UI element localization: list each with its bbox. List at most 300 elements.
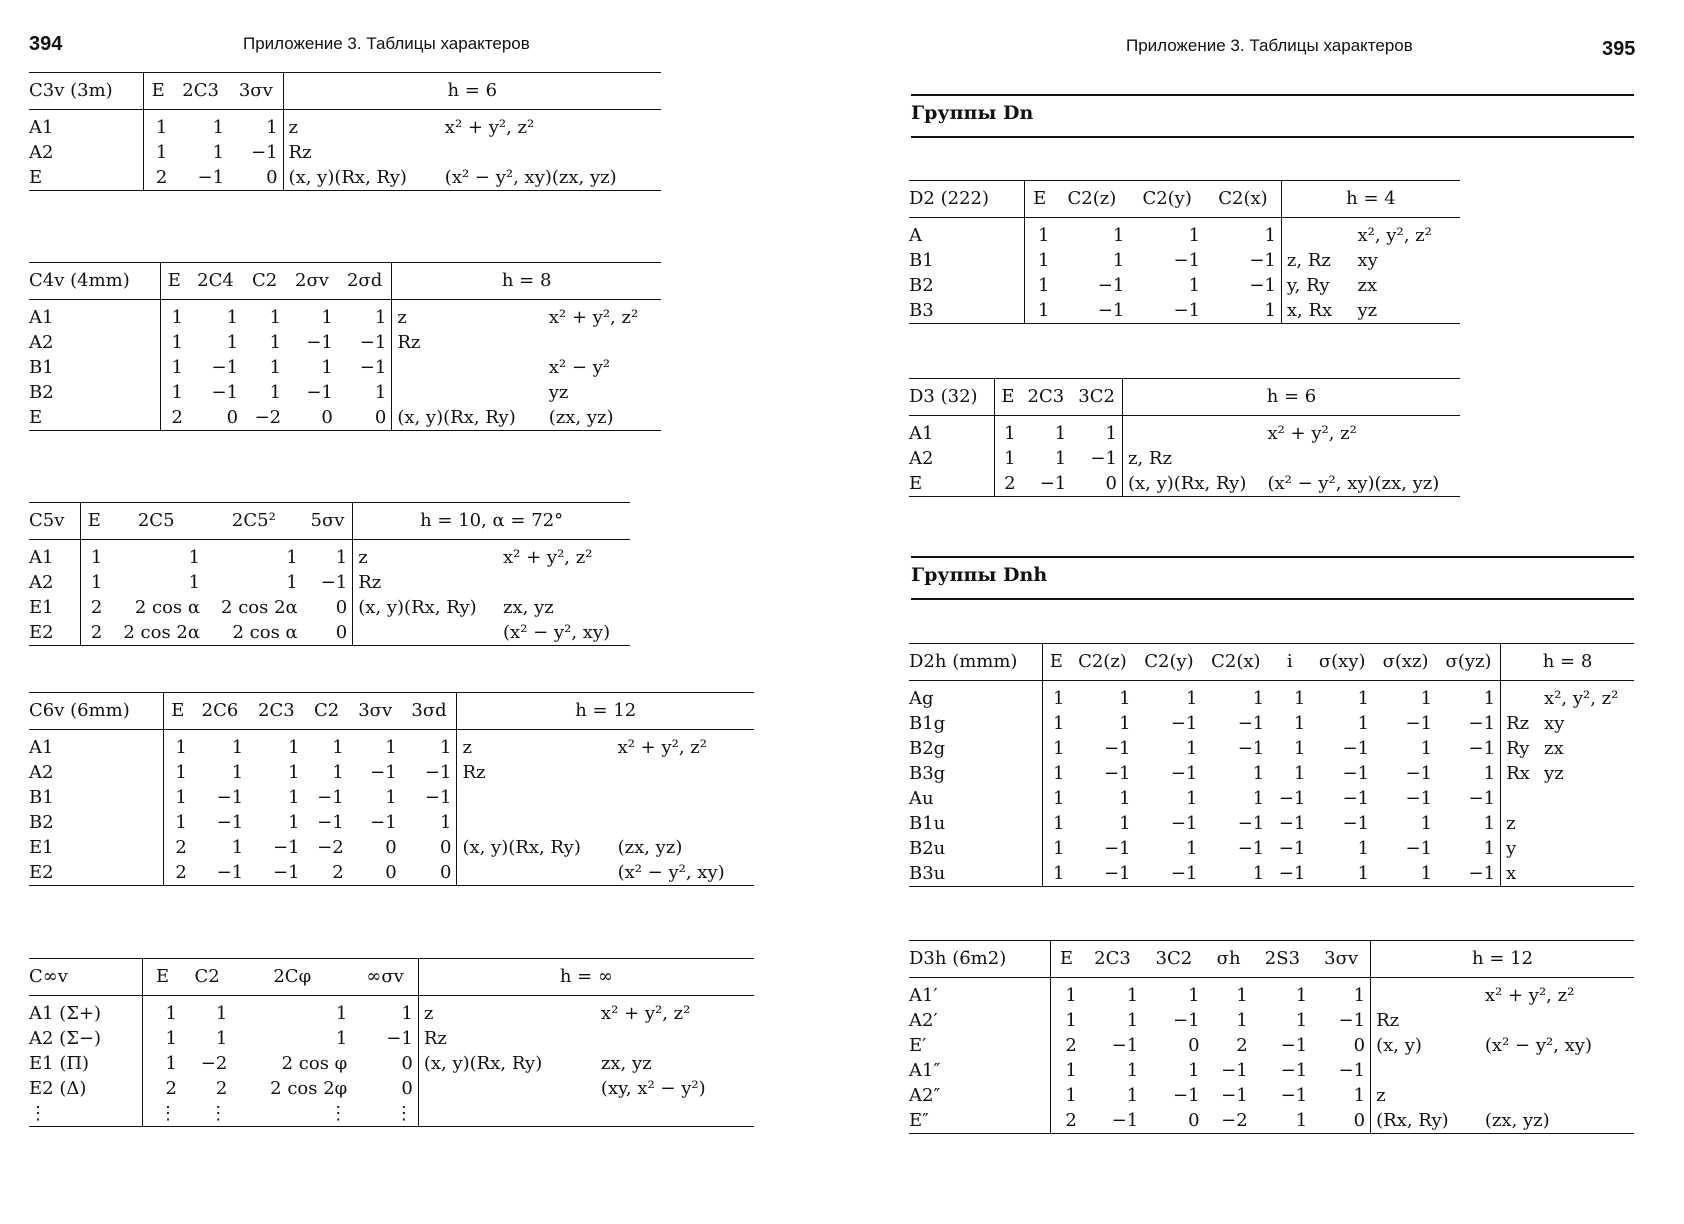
linear-basis: y, Ry — [1281, 273, 1352, 298]
character-value: 1 — [165, 1003, 177, 1024]
character-value: 1 — [1293, 763, 1306, 784]
irrep-label: B1 — [909, 248, 1024, 273]
table-row — [909, 1083, 1634, 1108]
character-value: 1 — [374, 307, 387, 328]
linear-basis: z — [392, 300, 544, 331]
linear-basis — [457, 810, 613, 835]
linear-basis: (x, y)(Rx, Ry) — [457, 835, 613, 860]
character-value: 1 — [1065, 985, 1077, 1006]
class-header: 2σd — [338, 263, 392, 300]
quadratic-basis: (xy, x² − y²) — [600, 1078, 706, 1099]
class-header: 2C3 — [172, 73, 229, 110]
character-value: 1 — [1264, 225, 1276, 246]
character-value: 0 — [226, 407, 239, 428]
character-value: 0 — [1353, 1035, 1366, 1056]
class-header: C2(y) — [1136, 644, 1203, 681]
character-value: 1 — [1119, 688, 1131, 709]
irrep-label: A1 (Σ+) — [29, 996, 143, 1027]
linear-basis — [1371, 1058, 1480, 1083]
character-value: 1 — [1353, 1085, 1366, 1106]
character-value: −1 — [1170, 713, 1198, 734]
class-header: σ(xy) — [1310, 644, 1374, 681]
character-value: −1 — [273, 862, 300, 883]
linear-basis — [1371, 978, 1480, 1009]
linear-basis: (x, y)(Rx, Ry) — [392, 405, 544, 431]
character-value: −1 — [1097, 275, 1125, 296]
character-value: −1 — [370, 812, 397, 833]
character-value: −1 — [359, 357, 387, 378]
character-value: 1 — [288, 812, 300, 833]
class-header: i — [1269, 644, 1310, 681]
table-row — [29, 140, 661, 165]
table-row — [909, 711, 1634, 736]
character-value: 1 — [266, 117, 278, 138]
character-value: −1 — [1342, 813, 1370, 834]
quadratic-basis — [613, 760, 754, 785]
character-value: 2 — [215, 1078, 228, 1099]
character-value: 2 — [155, 167, 168, 188]
character-value: 1 — [401, 1003, 413, 1024]
character-value: 1 — [374, 382, 387, 403]
irrep-label: Au — [909, 786, 1043, 811]
character-value: 1 — [1112, 250, 1125, 271]
table-row — [909, 786, 1634, 811]
class-header: 2σv — [286, 263, 338, 300]
quadratic-basis — [596, 1101, 754, 1127]
character-value: 2 — [1236, 1035, 1248, 1056]
character-value: 2 cos φ — [281, 1053, 348, 1074]
character-value: 1 — [1052, 713, 1065, 734]
irrep-label: E″ — [909, 1108, 1051, 1134]
character-value: −1 — [370, 762, 397, 783]
character-value: −1 — [1173, 300, 1201, 321]
table-row — [909, 736, 1634, 761]
linear-basis: (x, y)(Rx, Ry) — [418, 1051, 596, 1076]
character-value: −1 — [424, 787, 452, 808]
table-row — [29, 165, 661, 191]
quadratic-basis: (x² − y², xy) — [503, 622, 611, 643]
quadratic-basis — [1480, 1083, 1634, 1108]
class-header: 5σv — [303, 503, 353, 540]
irrep-label: A2 — [29, 570, 81, 595]
table-row — [29, 1101, 754, 1127]
character-value: 1 — [335, 1003, 348, 1024]
class-header: 2C5² — [205, 503, 303, 540]
character-value: 1 — [1188, 225, 1201, 246]
character-table-d3 — [909, 378, 1460, 497]
character-value: −1 — [1280, 1035, 1308, 1056]
running-header-left: Приложение 3. Таблицы характеров — [243, 34, 530, 53]
character-value: −1 — [251, 142, 278, 163]
character-table-c3v — [29, 72, 661, 191]
character-value: 0 — [335, 622, 348, 643]
linear-basis — [418, 1101, 596, 1127]
character-value: 1 — [175, 737, 187, 758]
group-symbol: D2h (mmm) — [909, 644, 1043, 681]
character-value: 1 — [1119, 813, 1131, 834]
irrep-label: ⋮ — [29, 1101, 143, 1127]
character-value: 0 — [439, 837, 452, 858]
character-value: 2 — [332, 862, 344, 883]
character-value: 1 — [1037, 300, 1050, 321]
table-row — [29, 835, 754, 860]
class-header: 3σv — [229, 73, 283, 110]
linear-basis: Rx — [1501, 761, 1539, 786]
character-value: 1 — [175, 812, 187, 833]
character-value: −1 — [1103, 738, 1131, 759]
quadratic-basis: x² + y², z² — [1484, 985, 1575, 1006]
quadratic-basis: x² + y², z² — [444, 117, 535, 138]
character-value: 1 — [321, 357, 333, 378]
table-row — [909, 1033, 1634, 1058]
character-value: 1 — [1295, 985, 1308, 1006]
quadratic-basis: zx — [1357, 275, 1378, 296]
character-value: 1 — [1004, 448, 1016, 469]
linear-basis: Rz — [392, 330, 544, 355]
table-row — [29, 810, 754, 835]
quadratic-basis: zx — [1544, 738, 1564, 759]
character-value: −2 — [317, 837, 344, 858]
group-order: h = ∞ — [418, 959, 754, 996]
character-value: 0 — [1353, 1110, 1366, 1131]
character-value: 1 — [231, 837, 244, 858]
character-value: 2 — [175, 862, 187, 883]
irrep-label: E2 — [29, 620, 81, 646]
linear-basis: (x, y) — [1371, 1033, 1480, 1058]
character-value: 1 — [231, 762, 244, 783]
character-value: 1 — [1052, 788, 1065, 809]
group-order: h = 8 — [1501, 644, 1634, 681]
table-row — [29, 620, 630, 646]
character-value: 1 — [215, 1028, 228, 1049]
character-value: −1 — [1039, 473, 1067, 494]
class-header: E — [1043, 644, 1070, 681]
class-header: C2 — [182, 959, 232, 996]
character-value: 1 — [1052, 688, 1065, 709]
character-value: −1 — [1278, 863, 1306, 884]
character-value: −1 — [317, 812, 344, 833]
character-value: 1 — [286, 572, 298, 593]
table-row — [909, 1008, 1634, 1033]
character-value: −1 — [1237, 838, 1265, 859]
character-value: 2 cos 2α — [123, 622, 201, 643]
character-value: 1 — [1052, 813, 1065, 834]
character-value: −1 — [1103, 838, 1131, 859]
table-row — [909, 1058, 1634, 1083]
irrep-label: A2′ — [909, 1008, 1051, 1033]
quadratic-basis: zx, yz — [600, 1053, 652, 1074]
linear-basis: Rz — [353, 570, 498, 595]
group-symbol: C3v (3m) — [29, 73, 144, 110]
character-value: 2 cos α — [232, 622, 298, 643]
character-value: 1 — [155, 117, 168, 138]
table-row — [29, 570, 630, 595]
character-value: −1 — [1280, 1060, 1308, 1081]
character-value: −1 — [1338, 1010, 1366, 1031]
character-value: −1 — [1342, 788, 1370, 809]
quadratic-basis: x² + y², z² — [1267, 423, 1357, 444]
irrep-label: B2u — [909, 836, 1043, 861]
irrep-label: A1″ — [909, 1058, 1051, 1083]
quadratic-basis: (zx, yz) — [1484, 1110, 1550, 1131]
character-value: −1 — [216, 812, 244, 833]
character-value: 1 — [1188, 985, 1200, 1006]
group-order: h = 12 — [457, 693, 754, 730]
character-table-c4v — [29, 262, 661, 431]
character-value: 1 — [1357, 688, 1370, 709]
character-value: 1 — [1353, 985, 1366, 1006]
class-header: E — [163, 693, 192, 730]
linear-basis: x — [1501, 861, 1539, 887]
quadratic-basis — [1539, 786, 1634, 811]
character-value: 1 — [1295, 1010, 1308, 1031]
character-value: 1 — [1188, 1060, 1200, 1081]
character-value: 1 — [1126, 1060, 1139, 1081]
character-value: 1 — [1293, 713, 1306, 734]
character-value: 1 — [1483, 813, 1496, 834]
table-row — [909, 836, 1634, 861]
table-row — [909, 218, 1460, 249]
character-value: 1 — [171, 307, 183, 328]
character-value: 2 cos 2φ — [270, 1078, 348, 1099]
character-value: −1 — [1170, 863, 1198, 884]
character-value: 1 — [1119, 788, 1131, 809]
class-header: 3σd — [402, 693, 457, 730]
character-value: −1 — [1097, 300, 1125, 321]
class-header: σh — [1205, 941, 1253, 978]
character-value: −1 — [1090, 448, 1117, 469]
character-value: −1 — [216, 862, 244, 883]
class-header: 3σv — [1312, 941, 1370, 978]
class-header: 2C3 — [1021, 379, 1072, 416]
character-value: −1 — [359, 332, 387, 353]
linear-basis: Rz — [1371, 1008, 1480, 1033]
linear-basis: Rz — [1501, 711, 1539, 736]
character-value: −1 — [1468, 713, 1496, 734]
character-value: 1 — [165, 1028, 177, 1049]
quadratic-basis — [498, 570, 630, 595]
character-value: 1 — [1236, 1010, 1248, 1031]
quadratic-basis — [1539, 861, 1634, 887]
character-value: 1 — [439, 812, 452, 833]
linear-basis — [1501, 681, 1539, 712]
character-value: 1 — [1293, 738, 1306, 759]
character-value: −1 — [320, 572, 348, 593]
class-header: C2(x) — [1202, 644, 1269, 681]
table-row — [29, 730, 754, 761]
irrep-label: E1 — [29, 595, 81, 620]
character-value: −1 — [424, 762, 452, 783]
irrep-label: B1u — [909, 811, 1043, 836]
character-value: 1 — [269, 332, 282, 353]
class-header: C2(y) — [1129, 181, 1205, 218]
irrep-label: B1g — [909, 711, 1043, 736]
character-value: −1 — [1221, 1060, 1248, 1081]
character-value: −1 — [197, 167, 225, 188]
character-value: −1 — [1173, 1085, 1200, 1106]
class-header: C2(z) — [1054, 181, 1129, 218]
character-value: 1 — [1420, 863, 1433, 884]
irrep-label: A2 — [29, 760, 163, 785]
character-value: −1 — [1111, 1035, 1139, 1056]
group-order: h = 4 — [1281, 181, 1460, 218]
character-value: −1 — [1221, 1085, 1248, 1106]
class-header: E — [144, 73, 173, 110]
section-heading-dnh-text: Группы Dnh — [911, 564, 1048, 586]
group-order: h = 10, α = 72° — [353, 503, 630, 540]
irrep-label: E1 (Π) — [29, 1051, 143, 1076]
character-value: 1 — [1252, 763, 1265, 784]
linear-basis: z, Rz — [1281, 248, 1352, 273]
irrep-label: A2 (Σ−) — [29, 1026, 143, 1051]
table-row — [29, 300, 661, 331]
quadratic-basis: x², y², z² — [1357, 225, 1432, 246]
character-value: 0 — [335, 597, 348, 618]
character-value: 1 — [171, 332, 183, 353]
linear-basis: (Rx, Ry) — [1371, 1108, 1480, 1134]
class-header: C2(x) — [1205, 181, 1281, 218]
class-header: E — [160, 263, 188, 300]
table-row — [909, 861, 1634, 887]
character-value: −1 — [1468, 738, 1496, 759]
running-header-right: Приложение 3. Таблицы характеров — [1126, 36, 1413, 55]
character-table-c6v — [29, 692, 754, 886]
character-value: 1 — [1112, 225, 1125, 246]
character-value: 2 — [1065, 1110, 1077, 1131]
irrep-label: B2 — [909, 273, 1024, 298]
character-value: −1 — [1342, 763, 1370, 784]
table-row — [29, 1076, 754, 1101]
character-value: 1 — [226, 307, 239, 328]
class-header: 3C2 — [1143, 941, 1204, 978]
table-row — [909, 416, 1460, 447]
quadratic-basis: x² + y², z² — [600, 1003, 691, 1024]
quadratic-basis — [440, 140, 661, 165]
group-symbol: D2 (222) — [909, 181, 1024, 218]
quadratic-basis: (x² − y², xy)(zx, yz) — [1267, 473, 1440, 494]
linear-basis: z — [418, 996, 596, 1027]
section-heading-dnh — [911, 556, 1634, 600]
character-value: 1 — [332, 762, 344, 783]
character-value: 1 — [1185, 688, 1198, 709]
irrep-label: B2 — [29, 810, 163, 835]
class-header: 2Cφ — [232, 959, 352, 996]
character-table-d2 — [909, 180, 1460, 324]
character-value: −1 — [1278, 838, 1306, 859]
character-value: −1 — [1278, 788, 1306, 809]
character-value: 2 — [1004, 473, 1016, 494]
quadratic-basis: yz — [548, 382, 569, 403]
irrep-label: A1′ — [909, 978, 1051, 1009]
character-value: 1 — [1357, 713, 1370, 734]
character-value: 1 — [165, 1053, 177, 1074]
class-header: E — [1024, 181, 1054, 218]
quadratic-basis: x² + y², z² — [548, 307, 639, 328]
class-header: ∞σv — [352, 959, 418, 996]
irrep-label: A — [909, 218, 1024, 249]
character-value: 1 — [335, 547, 348, 568]
character-value: −1 — [273, 837, 300, 858]
class-header: σ(yz) — [1437, 644, 1501, 681]
character-value: −1 — [306, 382, 333, 403]
irrep-label: E1 — [29, 835, 163, 860]
character-value: −1 — [1468, 788, 1496, 809]
character-value: 1 — [385, 787, 397, 808]
character-value: 1 — [155, 142, 168, 163]
linear-basis — [1281, 218, 1352, 249]
table-row — [909, 761, 1634, 786]
table-row — [29, 1026, 754, 1051]
character-value: 2 — [1065, 1035, 1077, 1056]
character-value: 0 — [1188, 1110, 1200, 1131]
character-value: 1 — [231, 737, 244, 758]
table-row — [909, 1108, 1634, 1134]
table-row — [909, 978, 1634, 1009]
character-value: 1 — [226, 332, 239, 353]
character-value: 1 — [288, 737, 300, 758]
quadratic-basis: xy — [1544, 713, 1565, 734]
character-value: 1 — [439, 737, 452, 758]
character-value: −1 — [211, 357, 239, 378]
linear-basis: Rz — [457, 760, 613, 785]
character-value: 1 — [1065, 1010, 1077, 1031]
character-value: 1 — [1185, 838, 1198, 859]
table-row — [909, 446, 1460, 471]
linear-basis: z — [353, 540, 498, 571]
character-value: 1 — [1420, 738, 1433, 759]
character-value: 1 — [1293, 688, 1306, 709]
character-value: 1 — [269, 357, 282, 378]
table-row — [909, 298, 1460, 324]
irrep-label: A2 — [29, 140, 144, 165]
group-symbol: C5v — [29, 503, 81, 540]
table-row — [29, 760, 754, 785]
character-value: 0 — [385, 837, 397, 858]
character-value: 0 — [1105, 473, 1117, 494]
character-value: 0 — [321, 407, 333, 428]
character-value: −1 — [1280, 1085, 1308, 1106]
character-value: 2 cos 2α — [221, 597, 298, 618]
class-header: 2C3 — [248, 693, 304, 730]
group-order: h = 12 — [1371, 941, 1634, 978]
linear-basis — [418, 1076, 596, 1101]
character-value: 1 — [1252, 863, 1265, 884]
character-value: −1 — [1342, 738, 1370, 759]
quadratic-basis: x² + y², z² — [503, 547, 593, 568]
class-header: E — [995, 379, 1021, 416]
character-value: 1 — [1357, 863, 1370, 884]
irrep-label: B3u — [909, 861, 1043, 887]
character-value: −1 — [211, 382, 239, 403]
character-value: −1 — [1237, 713, 1265, 734]
character-value: −1 — [317, 787, 344, 808]
character-value: −1 — [1173, 250, 1201, 271]
character-value: −1 — [1249, 275, 1276, 296]
character-value: 1 — [1065, 1085, 1077, 1106]
class-header: 2C3 — [1082, 941, 1143, 978]
character-value: 1 — [1188, 275, 1201, 296]
character-value: 1 — [1483, 763, 1496, 784]
linear-basis — [457, 860, 613, 886]
character-value: −1 — [1405, 838, 1433, 859]
table-row — [909, 248, 1460, 273]
character-value: 2 — [90, 622, 103, 643]
character-value: −1 — [1338, 1060, 1366, 1081]
character-value: 1 — [269, 382, 282, 403]
group-symbol: D3 (32) — [909, 379, 995, 416]
group-symbol: C6v (6mm) — [29, 693, 163, 730]
class-header: 2S3 — [1253, 941, 1313, 978]
